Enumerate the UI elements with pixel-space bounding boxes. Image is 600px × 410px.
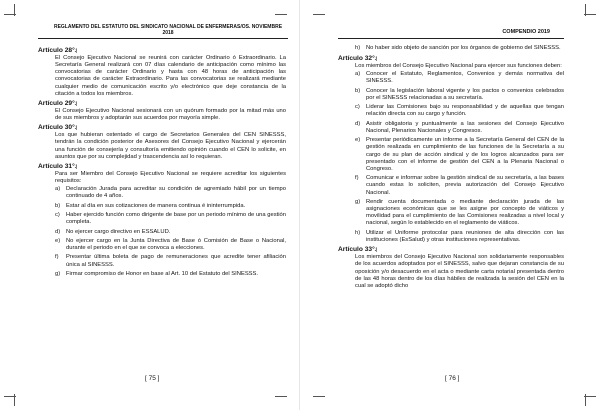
list-item: e) No ejercer cargo en la Junta Directiva de Base ó Comisión de Base o Nacional, durante el periodo en el que se convoca a elecciones. [55, 237, 286, 252]
article-title: Artículo 31° [38, 162, 75, 170]
list-item: h) Utilizar el Uniforme protocolar para reuniones de alta dirección con las instituciones (EsSalud) y otras instituciones representativas. [355, 229, 564, 243]
article-30 [38, 124, 286, 161]
article-paragraph: Para ser Miembro del Consejo Ejecutivo Nacional se requiere acreditar los siguientes requisitos: [55, 170, 286, 185]
article-mark-icon: ₰ [374, 56, 378, 62]
article-mark-icon: ₰ [74, 100, 78, 106]
article-paragraph: El Consejo Ejecutivo Nacional sesionará con un quórum formado por la mitad más uno de sus miembros y adoptarán sus acuerdos por mayoría simple. [55, 107, 286, 122]
left-running-header: REGLAMENTO DEL ESTATUTO DEL SINDICATO NACIONAL DE ENFERMERAS/OS. NOVIEMBRE 2018 [53, 24, 283, 36]
list-item: b) Estar al día en sus cotizaciones de manera continua é ininterrumpida. [55, 202, 246, 209]
right-page-body [338, 45, 564, 292]
crop-mark [585, 4, 586, 16]
article-paragraph: El Consejo Ejecutivo Nacional se reunirá con carácter Ordinario ó Extraordinario. La Secretaría General realizará con 07 días calendario de anticipación como mínimo las convocatorias de carácter Ordinario y hasta con 48 horas de anticipación las convocatorias de carácter Extraordinario. Para las convocatorias se realizará mediante cualquier medio de comunicación escrito y/o electrónico que deje constancia de la citación a todos los miembros. [55, 55, 286, 97]
header-rule [338, 38, 564, 39]
crop-mark [14, 394, 15, 406]
list-item: c) Liderar las Comisiones bajo su responsabilidad y de aquellas que tengan relación directa con su cargo y función. [355, 104, 564, 118]
list-item: d) Asistir obligatoria y puntualmente a las sesiones del Consejo Ejecutivo Nacional, Plenarios Nacionales y Congresos. [355, 120, 564, 134]
article-paragraph: Los que hubieran ostentado el cargo de Secretarios Generales del CEN SINESSS, tendrán la condición posterior de Asesores del Consejo Ejecutivo Nacional y ejercerán una función de consejería y consultoría emitiendo opinión cuando el CEN lo solicite, en asuntos que por su complejidad y trascendencia así lo requieran. [55, 132, 286, 160]
header-rule [38, 38, 288, 39]
list-item: e) Presentar periódicamente un informe a la Secretaría General del CEN de la gestión realizada en cumplimiento de las funciones de la Secretaría a su cargo de su plan de acción sindical y de los logros alcanzados para ser presentado con el informe de gestión del CEN a la Plenaria Nacional o Congreso. [355, 137, 564, 172]
article-mark-icon: ₰ [374, 247, 378, 253]
article-title: Artículo 32° [338, 55, 375, 63]
crop-mark [313, 14, 325, 15]
article-title: Artículo 33° [338, 246, 375, 254]
list-item: h) No haber sido objeto de sanción por los órganos de gobierno del SINESSS. [355, 45, 561, 51]
article-paragraph: Los miembros del Consejo Ejecutivo Nacional para ejercer sus funciones deben: [355, 63, 562, 70]
article-mark-icon: ₰ [74, 163, 78, 169]
list-item: d) No ejercer cargo directivo en ESSALUD. [55, 228, 171, 235]
crop-mark [14, 4, 15, 16]
article-mark-icon: ₰ [74, 125, 78, 131]
article-28 [38, 47, 286, 98]
article-title: Artículo 28° [38, 47, 75, 54]
page-gutter [299, 0, 300, 410]
list-item: g) Rendir cuenta documentada o mediante declaración jurada de las asignaciones económicas que se les asigne por concepto de viáticos y movilidad para el cumplimiento de las Comisiones realizadas a nivel local y nacional, según lo establecido en el reglamento de viáticos. [355, 198, 564, 227]
left-page-body [38, 47, 286, 280]
crop-mark [275, 14, 287, 15]
article-33 [338, 246, 564, 290]
list-item: f) Comunicar e informar sobre la gestión sindical de su secretaría, a las bases cuando estas lo soliciten, previa autorización del Consejo Ejecutivo Nacional. [355, 175, 564, 196]
article-paragraph: Los miembros del Consejo Ejecutivo Nacional son solidariamente responsables de los acuerdos adoptados por el SINESSS, salvo que dejaran constancia de su oposición y/o desacuerdo en el acta o mediante carta notarial presentada dentro de las 48 horas dentro de los días hábiles de realizada la sesión del CEN en la cual se adoptó dicho [355, 254, 564, 289]
list-item: b) Conocer la legislación laboral vigente y los pactos o convenios celebrados por el SINESSS relacionadas a su secretaría. [355, 87, 564, 101]
page-number: [ 75 ] [145, 375, 160, 382]
page-number: [ 76 ] [445, 375, 460, 382]
crop-mark [585, 394, 586, 406]
article-title: Artículo 30° [38, 124, 75, 132]
article-title: Artículo 29° [38, 99, 75, 107]
article-32 [338, 55, 564, 244]
crop-mark [275, 396, 287, 397]
article-mark-icon: ₰ [74, 48, 78, 53]
list-item: a) Conocer el Estatuto, Reglamentos, Convenios y demás normativa del SINESSS. [355, 71, 564, 85]
list-item: c) Haber ejercido función como dirigente de base por un periodo mínimo de una gestión completa. [55, 212, 286, 226]
article-29 [38, 100, 286, 122]
right-running-header: COMPENDIO 2019 [502, 29, 550, 35]
crop-mark [313, 396, 325, 397]
list-item: a) Declaración Jurada para acreditar su condición de agremiado hábil por un tiempo continuado de 4 años. [55, 186, 286, 200]
list-item: f) Presentar última boleta de pago de remuneraciones que acredite tener afiliación única al SINESSS. [55, 254, 286, 268]
list-item: g) Firmar compromiso de Honor en base al Art. 10 del Estatuto del SINESSS. [55, 270, 259, 277]
article-31 [38, 163, 286, 278]
